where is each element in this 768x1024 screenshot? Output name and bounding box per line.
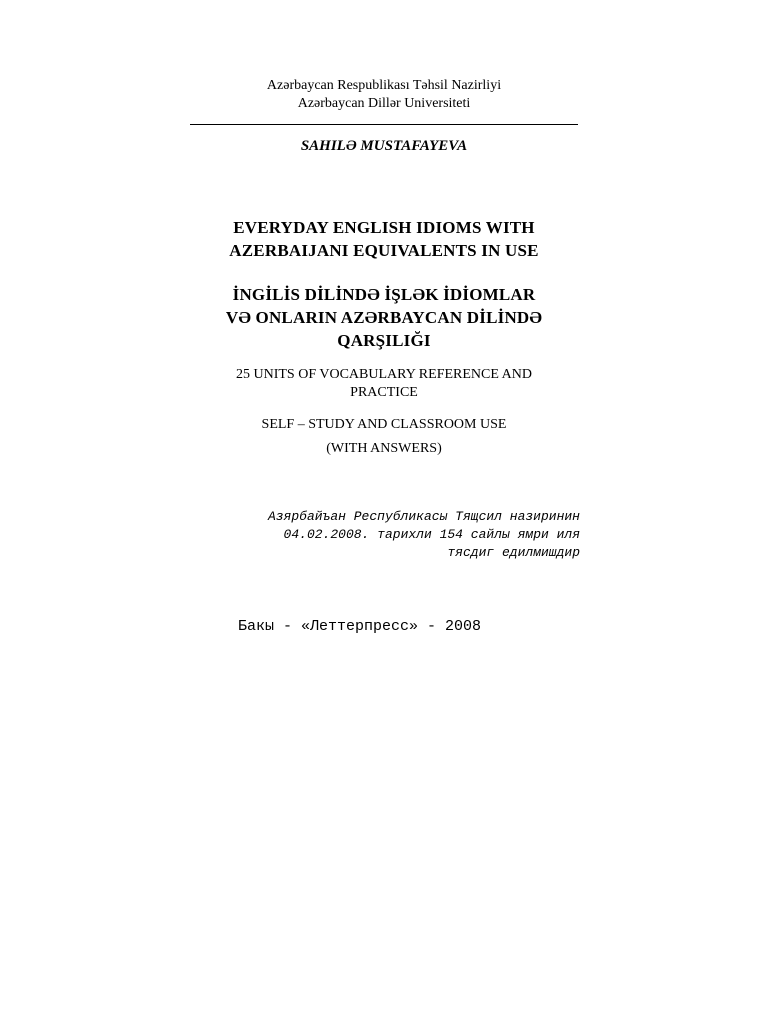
title-azerbaijani-line-3: QARŞILIĞI	[337, 331, 431, 350]
title-english	[170, 216, 598, 262]
title-english-line-2: AZERBAIJANI EQUIVALENTS IN USE	[229, 241, 539, 260]
university-name: Azərbaycan Dillər Universiteti	[297, 96, 471, 111]
title-english-line-1: EVERYDAY ENGLISH IDIOMS WITH	[233, 218, 535, 237]
usage-note: SELF – STUDY AND CLASSROOM USE	[261, 417, 507, 432]
units-subtitle	[190, 366, 578, 402]
approval-line-1: Азярбайъан Республикасы Тящсил назиринин	[267, 509, 580, 524]
divider-line	[190, 124, 578, 125]
approval-line-2: 04.02.2008. тарихли 154 сайлы ямри иля	[283, 527, 580, 542]
publisher-imprint: Бакы - «Леттерпресс» - 2008	[238, 618, 482, 635]
approval-note	[200, 508, 580, 562]
title-azerbaijani-line-2: VƏ ONLARIN AZƏRBAYCAN DİLİNDƏ	[225, 308, 543, 327]
author-name: SAHILƏ MUSTAFAYEVA	[300, 138, 468, 154]
units-subtitle-line-2: PRACTICE	[350, 385, 418, 400]
units-subtitle-line-1: 25 UNITS OF VOCABULARY REFERENCE AND	[236, 367, 532, 382]
approval-line-3: тясдиг едилмишдир	[447, 545, 580, 560]
ministry-name: Azərbaycan Respublikası Təhsil Nazirliyi	[266, 78, 502, 93]
title-azerbaijani	[170, 283, 598, 352]
answers-note: (WITH ANSWERS)	[326, 441, 442, 456]
title-azerbaijani-line-1: İNGİLİS DİLİNDƏ İŞLƏK İDİOMLAR	[232, 285, 536, 304]
